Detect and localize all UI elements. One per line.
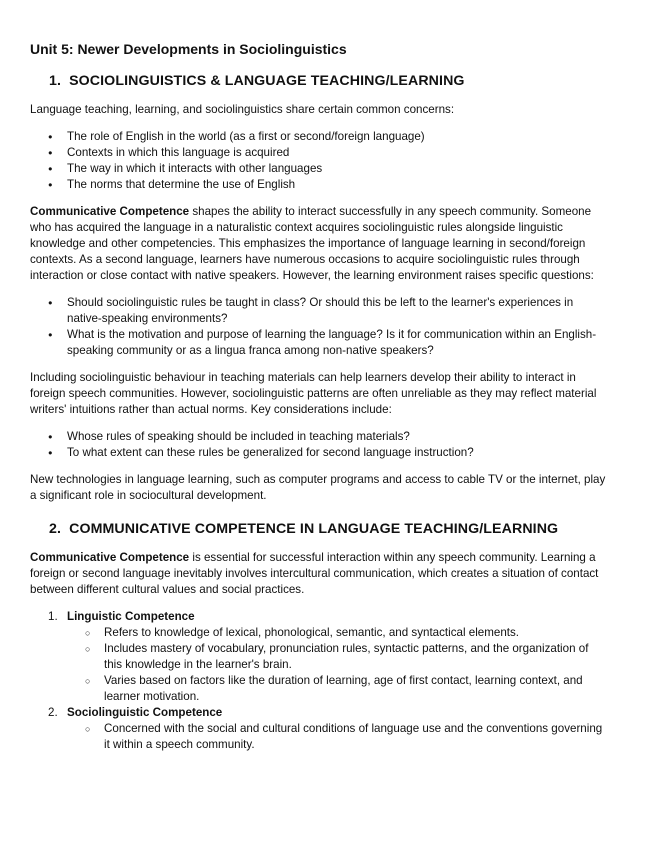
paragraph-text: is essential for successful interaction within any speech community. Learning a foreign or second language inevitably involves intercultural communication, which creates a situation of contact between different cultural values and social practices.: [30, 551, 599, 596]
section-2-number: 2.: [49, 521, 62, 537]
section-2-intro: [30, 550, 608, 598]
list-item: ○ Varies based on factors like the duration of learning, age of first contact, learning context, and learner motivation.: [104, 673, 608, 705]
list-item: ● Whose rules of speaking should be included in teaching materials?: [67, 429, 608, 445]
questions-list: [30, 295, 608, 359]
unit-title: Unit 5: Newer Developments in Sociolinguistics: [30, 41, 347, 57]
list-item: ● The norms that determine the use of English: [67, 177, 608, 193]
list-item: ● The way in which it interacts with other languages: [67, 161, 608, 177]
competence-item-linguistic: [48, 609, 608, 705]
considerations-list: [30, 429, 608, 461]
list-item: ● Should sociolinguistic rules be taught in class? Or should this be left to the learner's experiences in native-speaking environments?: [67, 295, 608, 327]
item-title: Sociolinguistic Competence: [67, 706, 223, 719]
item-title: Linguistic Competence: [67, 610, 195, 623]
list-item: ● What is the motivation and purpose of learning the language? Is it for communication within an English-speaking community or as a lingua franca among non-native speakers?: [67, 327, 608, 359]
competence-list: [30, 609, 608, 753]
section-1-heading: [49, 72, 608, 90]
competence-item-sociolinguistic: [48, 705, 608, 753]
list-item: ● To what extent can these rules be generalized for second language instruction?: [67, 445, 608, 461]
concerns-list: [30, 129, 608, 193]
section-1-intro: Language teaching, learning, and sociolinguistics share certain common concerns:: [30, 103, 455, 116]
list-item: ○ Refers to knowledge of lexical, phonological, semantic, and syntactical elements.: [104, 625, 608, 641]
item-number: 2.: [48, 706, 58, 719]
communicative-competence-paragraph: [30, 204, 608, 284]
paragraph-text: shapes the ability to interact successfully in any speech community. Someone who has acquired the language in a naturalistic context acquires sociolinguistic rules alongside linguistic knowledge and other competencies. This emphasizes the importance of language learning in second/foreign contexts. As a second language, learners have numerous occasions to acquire sociolinguistic rules through interaction or close contact with native speakers. However, the learning environment raises specific questions:: [30, 205, 594, 282]
section-1-number: 1.: [49, 73, 62, 89]
sub-list: [67, 721, 608, 753]
technology-paragraph: New technologies in language learning, such as computer programs and access to cable TV or the internet, play a significant role in sociocultural development.: [30, 473, 606, 502]
item-number: 1.: [48, 610, 58, 623]
term-communicative-competence: Communicative Competence: [30, 205, 190, 218]
list-item: ● Contexts in which this language is acquired: [67, 145, 608, 161]
list-item: ● The role of English in the world (as a first or second/foreign language): [67, 129, 608, 145]
document-page: [30, 40, 608, 753]
section-1-title: SOCIOLINGUISTICS & LANGUAGE TEACHING/LEARNING: [69, 73, 465, 89]
term-communicative-competence: Communicative Competence: [30, 551, 190, 564]
section-2-heading: [49, 520, 608, 538]
section-2-title: COMMUNICATIVE COMPETENCE IN LANGUAGE TEACHING/LEARNING: [69, 521, 559, 537]
sub-list: [67, 625, 608, 705]
materials-paragraph: Including sociolinguistic behaviour in teaching materials can help learners develop their ability to interact in foreign speech communities. However, sociolinguistic patterns are often unreliable as they may reflect material writers' intuitions rather than actual norms. Key considerations include:: [30, 371, 597, 416]
list-item: ○ Includes mastery of vocabulary, pronunciation rules, syntactic patterns, and the organization of this knowledge in the learner's brain.: [104, 641, 608, 673]
list-item: ○ Concerned with the social and cultural conditions of language use and the conventions governing it within a speech community.: [104, 721, 608, 753]
